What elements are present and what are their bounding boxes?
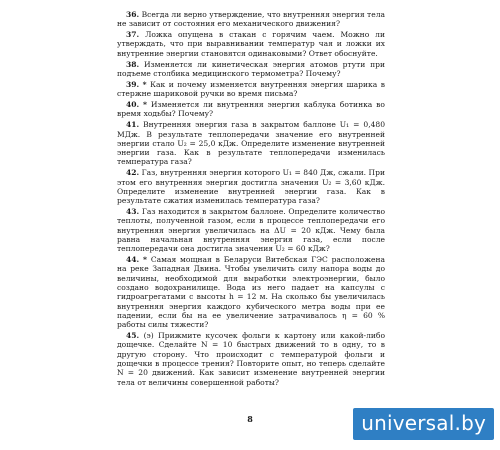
problem-text: Внутренняя энергия газа в закрытом баллоне U₁ = 0,480 МДж. В результате теплопередачи значение его внутренней энергии стало U₂ = 25,0 кДж. Определите изменение внутренней энергии газа. Как в результате теплопередачи изменилась температура газа?	[117, 120, 385, 167]
problem-number: 45.	[126, 331, 140, 341]
problem-43	[117, 207, 385, 253]
problem-38	[117, 60, 385, 79]
problem-number: 39.	[126, 79, 140, 89]
page-number: 8	[247, 414, 253, 424]
problem-text: Всегда ли верно утверждение, что внутренняя энергия тела не зависит от состояния его механического движения?	[117, 10, 385, 29]
problem-45	[117, 331, 385, 387]
problem-number: 42.	[126, 168, 140, 178]
problem-44	[117, 255, 385, 329]
problem-text: Газ находится в закрытом баллоне. Определите количество теплоты, полученной газом, если в процессе теплопередачи его внутренняя энергия увеличилась на ΔU = 20 кДж. Чему была равна начальная внутренняя энергия газа, если после теплопередачи она достигла значения U₂ = 60 кДж?	[117, 207, 385, 254]
problem-text: Изменяется ли внутренняя энергия каблука ботинка во время ходьбы? Почему?	[117, 100, 385, 119]
difficulty-star: *	[142, 79, 147, 89]
problem-41	[117, 120, 385, 166]
difficulty-star: *	[143, 100, 147, 110]
problem-36	[117, 10, 385, 29]
problem-text: Газ, внутренняя энергия которого U₁ = 840 Дж, сжали. При этом его внутренняя энергия достигла значения U₂ = 3,60 кДж. Определите изменение внутренней энергии газа. Как в результате сжатия изменилась температура газа?	[117, 168, 385, 206]
problem-text: (э) Прижмите кусочек фольги к картону или какой-либо дощечке. Сделайте N = 10 быстрых движений то в одну, то в другую сторону. Что происходит с температурой фольги и дощечки в процессе трения? Повторите опыт, но теперь сделайте N = 20 движений. Как зависит изменение внутренней энергии тела от величины совершенной работы?	[117, 331, 385, 387]
problem-number: 40.	[126, 100, 140, 110]
problem-text: Ложка опущена в стакан с горячим чаем. Можно ли утверждать, что при выравнивании температур чая и ложки их внутренние энергии становятся одинаковыми? Ответ обоснуйте.	[117, 30, 385, 58]
problem-number: 43.	[126, 207, 140, 217]
problem-text: Как и почему изменяется внутренняя энергия шарика в стержне шариковой ручки во время письма?	[117, 79, 385, 99]
problem-42	[117, 168, 385, 205]
problem-37	[117, 30, 385, 58]
problem-number: 37.	[126, 30, 140, 40]
watermark-logo: universal.by	[353, 408, 494, 440]
difficulty-star: *	[143, 255, 147, 265]
problem-text: Самая мощная в Беларуси Витебская ГЭС расположена на реке Западная Двина. Чтобы увеличить силу напора воды до величины, необходимой для выработки электроэнергии, было создано водохранилище. Вода из него падает на капсулы с гидроагрегатами с высоты h = 12 м. На сколько бы увеличилась внутренняя энергия каждого кубического метра воды при ее падении, если бы на ее увеличение затрачивалось η = 60 % работы силы тяжести?	[117, 255, 386, 330]
problem-list	[117, 10, 385, 389]
problem-number: 38.	[126, 59, 140, 69]
problem-39	[117, 80, 385, 99]
problem-number: 44.	[126, 255, 140, 265]
problem-40	[117, 100, 385, 119]
problem-number: 41.	[126, 120, 140, 130]
problem-text: Изменяется ли кинетическая энергия атомов ртути при подъеме столбика медицинского термометра? Почему?	[117, 59, 385, 78]
problem-number: 36.	[126, 10, 140, 19]
